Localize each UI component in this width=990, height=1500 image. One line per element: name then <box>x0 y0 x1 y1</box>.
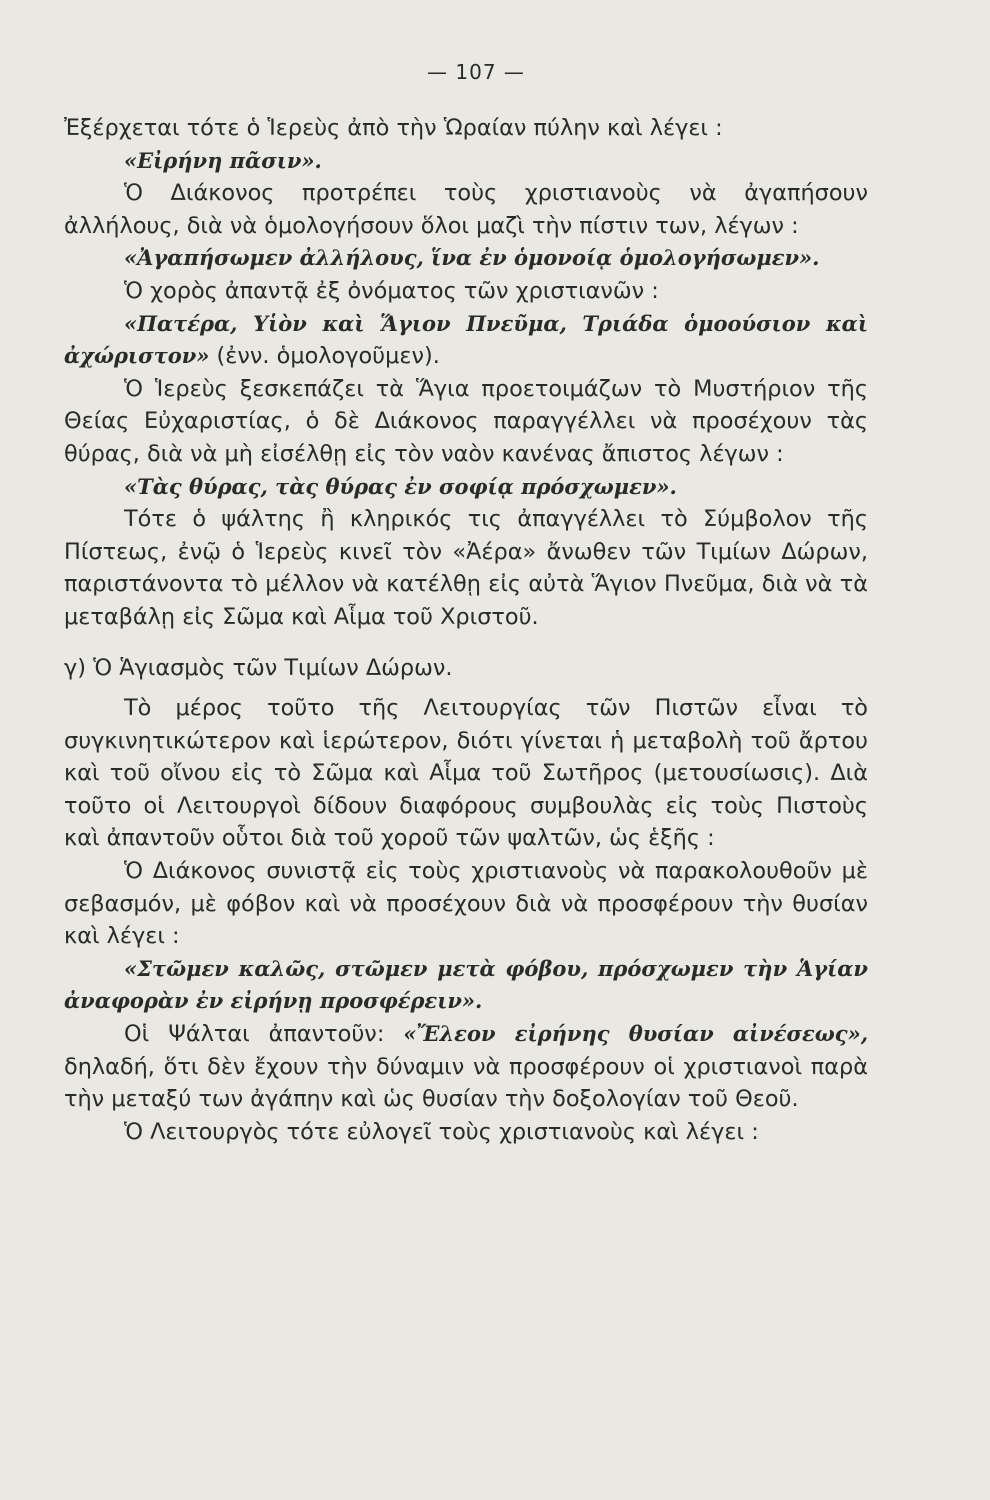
paragraph-rest: δηλαδή, ὅτι δὲν ἔχουν τὴν δύναμιν νὰ προσφέρουν οἱ χριστιανοὶ παρὰ τὴν μεταξύ των ἀγάπην καὶ ὡς θυσίαν τὴν δοξολογίαν τοῦ Θεοῦ. <box>64 1053 868 1113</box>
paragraph-3: Ὁ χορὸς ἀπαντᾷ ἐξ ὀνόματος τῶν χριστιανῶν : <box>124 277 659 304</box>
paragraph-7: Ὁ Διάκονος συνιστᾷ εἰς τοὺς χριστιανοὺς νὰ παρακολουθοῦν μὲ σεβασμόν, μὲ φόβον καὶ νὰ προσέχουν διὰ νὰ προσφέρουν τὴν θυσίαν καὶ λέγει : <box>64 858 868 950</box>
page-number: — 107 — <box>427 60 525 84</box>
section-heading: γ) Ὁ Ἁγιασμὸς τῶν Τιμίων Δώρων. <box>64 654 453 681</box>
paragraph-5: Τότε ὁ ψάλτης ἢ κληρικός τις ἀπαγγέλλει τὸ Σύμβολον τῆς Πίστεως, ἐνῷ ὁ Ἱερεὺς κινεῖ τὸν «Ἀέρα» ἄνωθεν τῶν Τιμίων Δώρων, παριστάνοντα τὸ μέλλον νὰ κατέλθῃ εἰς αὐτὰ Ἅγιον Πνεῦμα, διὰ νὰ τὰ μεταβάλῃ εἰς Σῶμα καὶ Αἷμα τοῦ Χριστοῦ. <box>64 506 868 630</box>
paragraph-8 <box>64 1018 868 1116</box>
quote-text: «Πατέρα, Υἱὸν καὶ Ἅγιον Πνεῦμα, Τριάδα ὁμοούσιον καὶ ἀχώριστον» <box>64 310 868 369</box>
quote-text: «Στῶμεν καλῶς, στῶμεν μετὰ φόβου, πρόσχωμεν τὴν Ἁγίαν ἀναφορὰν ἐν εἰρήνῃ προσφέρειν». <box>64 955 868 1014</box>
quote-text: «Τὰς θύρας, τὰς θύρας ἐν σοφίᾳ πρόσχωμεν». <box>124 473 677 499</box>
paragraph-1: Ἐξέρχεται τότε ὁ Ἱερεὺς ἀπὸ τὴν Ὡραίαν πύλην καὶ λέγει : <box>64 115 723 141</box>
paragraph-6: Τὸ μέρος τοῦτο τῆς Λειτουργίας τῶν Πιστῶν εἶναι τὸ συγκινητικώτερον καὶ ἱερώτερον, διότι γίνεται ἡ μεταβολὴ τοῦ ἄρτου καὶ τοῦ οἴνου εἰς τὸ Σῶμα καὶ Αἷμα τοῦ Σωτῆρος (μετουσίωσις). Διὰ τοῦτο οἱ Λειτουργοὶ δίδουν διαφόρους συμβουλὰς εἰς τοὺς Πιστοὺς καὶ ἀπαντοῦν οὗτοι διὰ τοῦ χοροῦ τῶν ψαλτῶν, ὡς ἑξῆς : <box>64 695 868 852</box>
quote-text: «Εἰρήνη πᾶσιν». <box>124 147 322 173</box>
paragraph-4: Ὁ Ἱερεὺς ξεσκεπάζει τὰ Ἅγια προετοιμάζων τὸ Μυστήριον τῆς Θείας Εὐχαριστίας, ὁ δὲ Διάκονος παραγγέλλει νὰ προσέχουν τὰς θύρας, διὰ νὰ μὴ εἰσέλθῃ εἰς τὸν ναὸν κανένας ἄπιστος λέγων : <box>64 375 868 467</box>
paragraph-9: Ὁ Λειτουργὸς τότε εὐλογεῖ τοὺς χριστιανοὺς καὶ λέγει : <box>124 1118 759 1145</box>
paragraph-lead: Οἱ Ψάλται ἀπαντοῦν: <box>124 1021 404 1048</box>
quote-thyras <box>64 471 868 504</box>
page-body <box>64 112 868 1148</box>
quote-text: «Ἀγαπήσωμεν ἀλλήλους, ἵνα ἐν ὁμονοίᾳ ὁμολογήσωμεν». <box>124 245 820 271</box>
quote-eirini <box>64 145 868 178</box>
quote-gloss: (ἐνν. ὁμολογοῦμεν). <box>209 343 440 370</box>
quote-text: «Ἔλεον εἰρήνης θυσίαν αἰνέσεως», <box>403 1021 868 1047</box>
quote-patera <box>64 308 868 373</box>
quote-agapisomen <box>64 242 868 275</box>
paragraph-2: Ὁ Διάκονος προτρέπει τοὺς χριστιανοὺς νὰ ἀγαπήσουν ἀλλήλους, διὰ νὰ ὁμολογήσουν ὅλοι μαζὶ τὴν πίστιν των, λέγων : <box>64 180 868 239</box>
quote-stomen <box>64 953 868 1018</box>
